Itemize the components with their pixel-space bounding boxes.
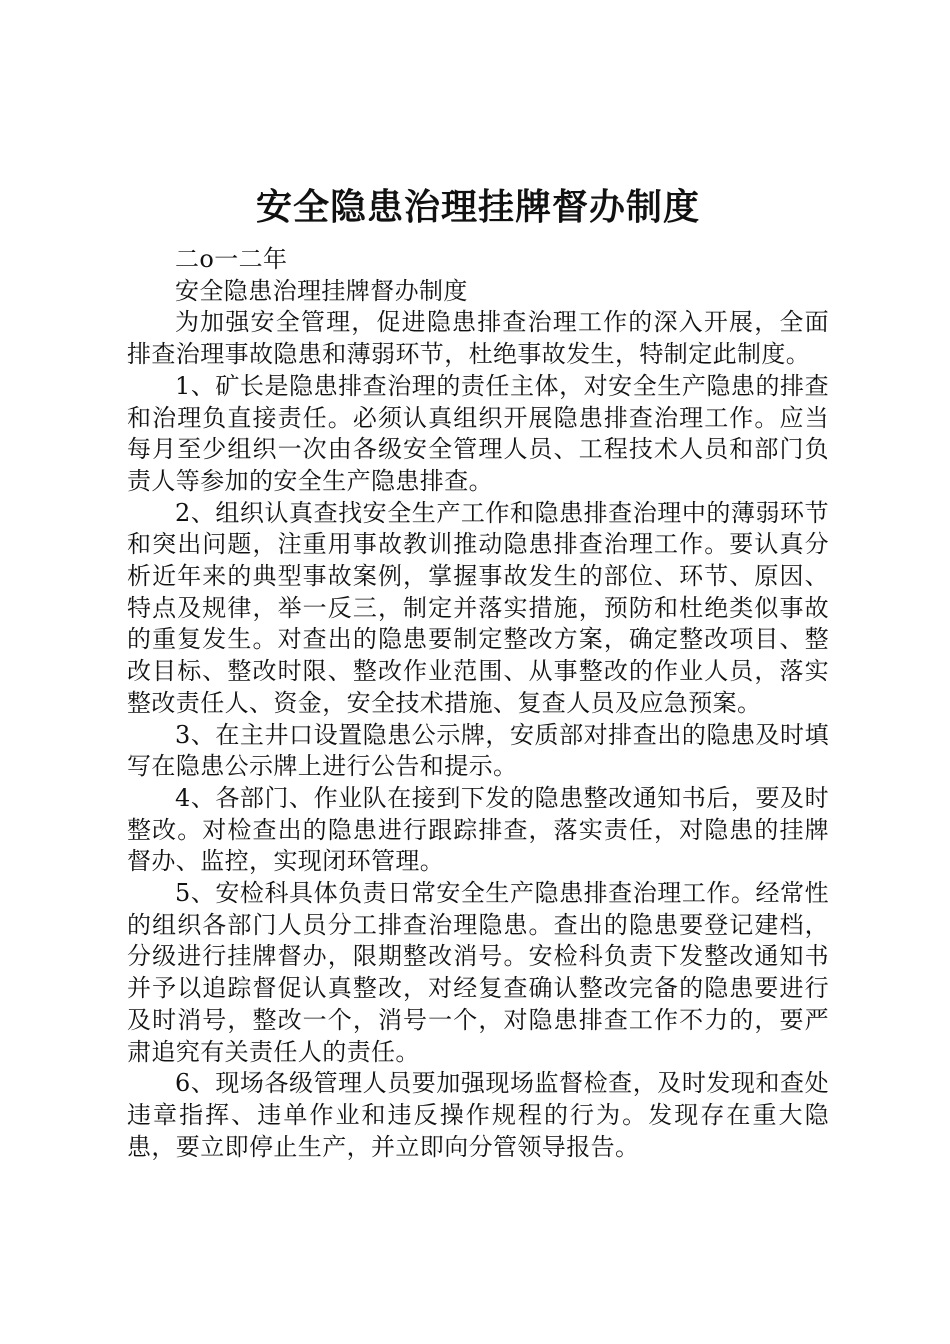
clause-1-paragraph: 1、矿长是隐患排查治理的责任主体，对安全生产隐患的排查和治理负直接责任。必须认真组织开展隐患排查治理工作。应当每月至少组织一次由各级安全管理人员、工程技术人员和部门负责人等参加的安全生产隐患排查。	[127, 371, 829, 495]
clause-5-paragraph: 5、安检科具体负责日常安全生产隐患排查治理工作。经常性的组织各部门人员分工排查治理隐患。查出的隐患要登记建档，分级进行挂牌督办，限期整改消号。安检科负责下发整改通知书并予以追踪督促认真整改，对经复查确认整改完备的隐患要进行及时消号，整改一个，消号一个，对隐患排查工作不力的，要严肃追究有关责任人的责任。	[127, 879, 829, 1066]
subtitle-line: 安全隐患治理挂牌督办制度	[175, 276, 468, 305]
clause-4-paragraph: 4、各部门、作业队在接到下发的隐患整改通知书后，要及时整改。对检查出的隐患进行跟踪排查，落实责任，对隐患的挂牌督办、监控，实现闭环管理。	[127, 783, 829, 876]
intro-paragraph: 为加强安全管理，促进隐患排查治理工作的深入开展，全面排查治理事故隐患和薄弱环节，杜绝事故发生，特制定此制度。	[127, 308, 829, 369]
clause-2-paragraph: 2、组织认真查找安全生产工作和隐患排查治理中的薄弱环节和突出问题，注重用事故教训推动隐患排查治理工作。要认真分析近年来的典型事故案例，掌握事故发生的部位、环节、原因、特点及规律，举一反三，制定并落实措施，预防和杜绝类似事故的重复发生。对查出的隐患要制定整改方案，确定整改项目、整改目标、整改时限、整改作业范围、从事整改的作业人员，落实整改责任人、资金，安全技术措施、复查人员及应急预案。	[127, 498, 829, 717]
date-line: 二o一二年	[175, 245, 288, 273]
document-page	[127, 186, 829, 1163]
document-title: 安全隐患治理挂牌督办制度	[255, 187, 700, 228]
clause-3-paragraph: 3、在主井口设置隐患公示牌，安质部对排查出的隐患及时填写在隐患公示牌上进行公告和提示。	[127, 720, 829, 781]
clause-6-paragraph: 6、现场各级管理人员要加强现场监督检查，及时发现和查处违章指挥、违单作业和违反操作规程的行为。发现存在重大隐患，要立即停止生产，并立即向分管领导报告。	[127, 1069, 829, 1161]
